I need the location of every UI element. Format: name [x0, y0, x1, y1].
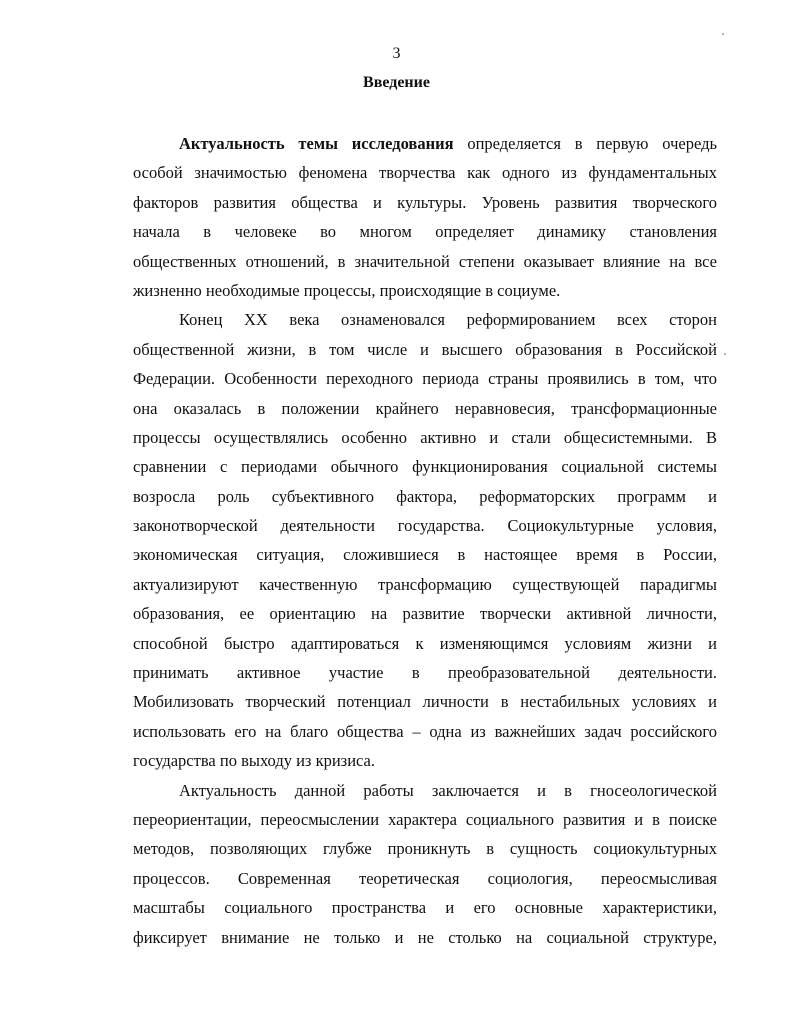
scan-speck — [724, 353, 726, 355]
section-heading: Введение — [363, 74, 430, 91]
text-line: государства по выходу из кризиса. — [133, 751, 375, 771]
text-line: способной быстро адаптироваться к изменяющимся условиям жизни и — [133, 633, 717, 653]
bold-lead: Актуальность темы исследования — [179, 134, 454, 153]
body-text — [133, 129, 717, 952]
text-line: процессов. Современная теоретическая социология, переосмысливая — [133, 868, 717, 888]
text-line: особой значимостью феномена творчества как одного из фундаментальных — [133, 163, 717, 183]
text-line: сравнении с периодами обычного функционирования социальной системы — [133, 457, 717, 477]
text-line: факторов развития общества и культуры. Уровень развития творческого — [133, 192, 717, 212]
text-fragment: определяется в первую очередь — [453, 134, 717, 153]
text-line: использовать его на благо общества – одна из важнейших задач российского — [133, 721, 717, 741]
text-line: Мобилизовать творческий потенциал личности в нестабильных условиях и — [133, 692, 717, 712]
text-line: она оказалась в положении крайнего неравновесия, трансформационные — [133, 398, 717, 418]
text-line: общественных отношений, в значительной степени оказывает влияние на все — [133, 251, 717, 271]
text-line: образования, ее ориентацию на развитие творчески активной личности, — [133, 604, 717, 624]
text-line: принимать активное участие в преобразовательной деятельности. — [133, 663, 717, 683]
text-line: жизненно необходимые процессы, происходящие в социуме. — [133, 280, 561, 300]
paragraph-3 — [133, 776, 717, 952]
paragraph-2 — [133, 305, 717, 775]
paragraph-1 — [133, 129, 717, 305]
text-line: актуализируют качественную трансформацию существующей парадигмы — [133, 574, 717, 594]
text-line: экономическая ситуация, сложившиеся в настоящее время в России, — [133, 545, 717, 565]
text-line: общественной жизни, в том числе и высшего образования в Российской — [133, 339, 717, 359]
text-line: масштабы социального пространства и его основные характеристики, — [133, 898, 717, 918]
text-line: процессы осуществлялись особенно активно и стали общесистемными. В — [133, 427, 717, 447]
text-line: методов, позволяющих глубже проникнуть в сущность социокультурных — [133, 839, 717, 859]
text-line: Актуальность данной работы заключается и в гносеологической — [179, 780, 717, 800]
text-line — [133, 129, 717, 158]
text-line: фиксирует внимание не только и не столько на социальной структуре, — [133, 927, 717, 947]
scan-speck — [722, 33, 724, 35]
page-number: 3 — [392, 45, 401, 62]
text-line: Конец XX века ознаменовался реформированием всех сторон — [179, 310, 717, 330]
text-line: законотворческой деятельности государства. Социокультурные условия, — [133, 516, 717, 536]
text-line: Федерации. Особенности переходного периода страны проявились в том, что — [133, 369, 717, 389]
text-line: переориентации, переосмыслении характера социального развития и в поиске — [133, 809, 717, 829]
text-line: начала в человеке во многом определяет динамику становления — [133, 222, 717, 242]
text-line: возросла роль субъективного фактора, реформаторских программ и — [133, 486, 717, 506]
